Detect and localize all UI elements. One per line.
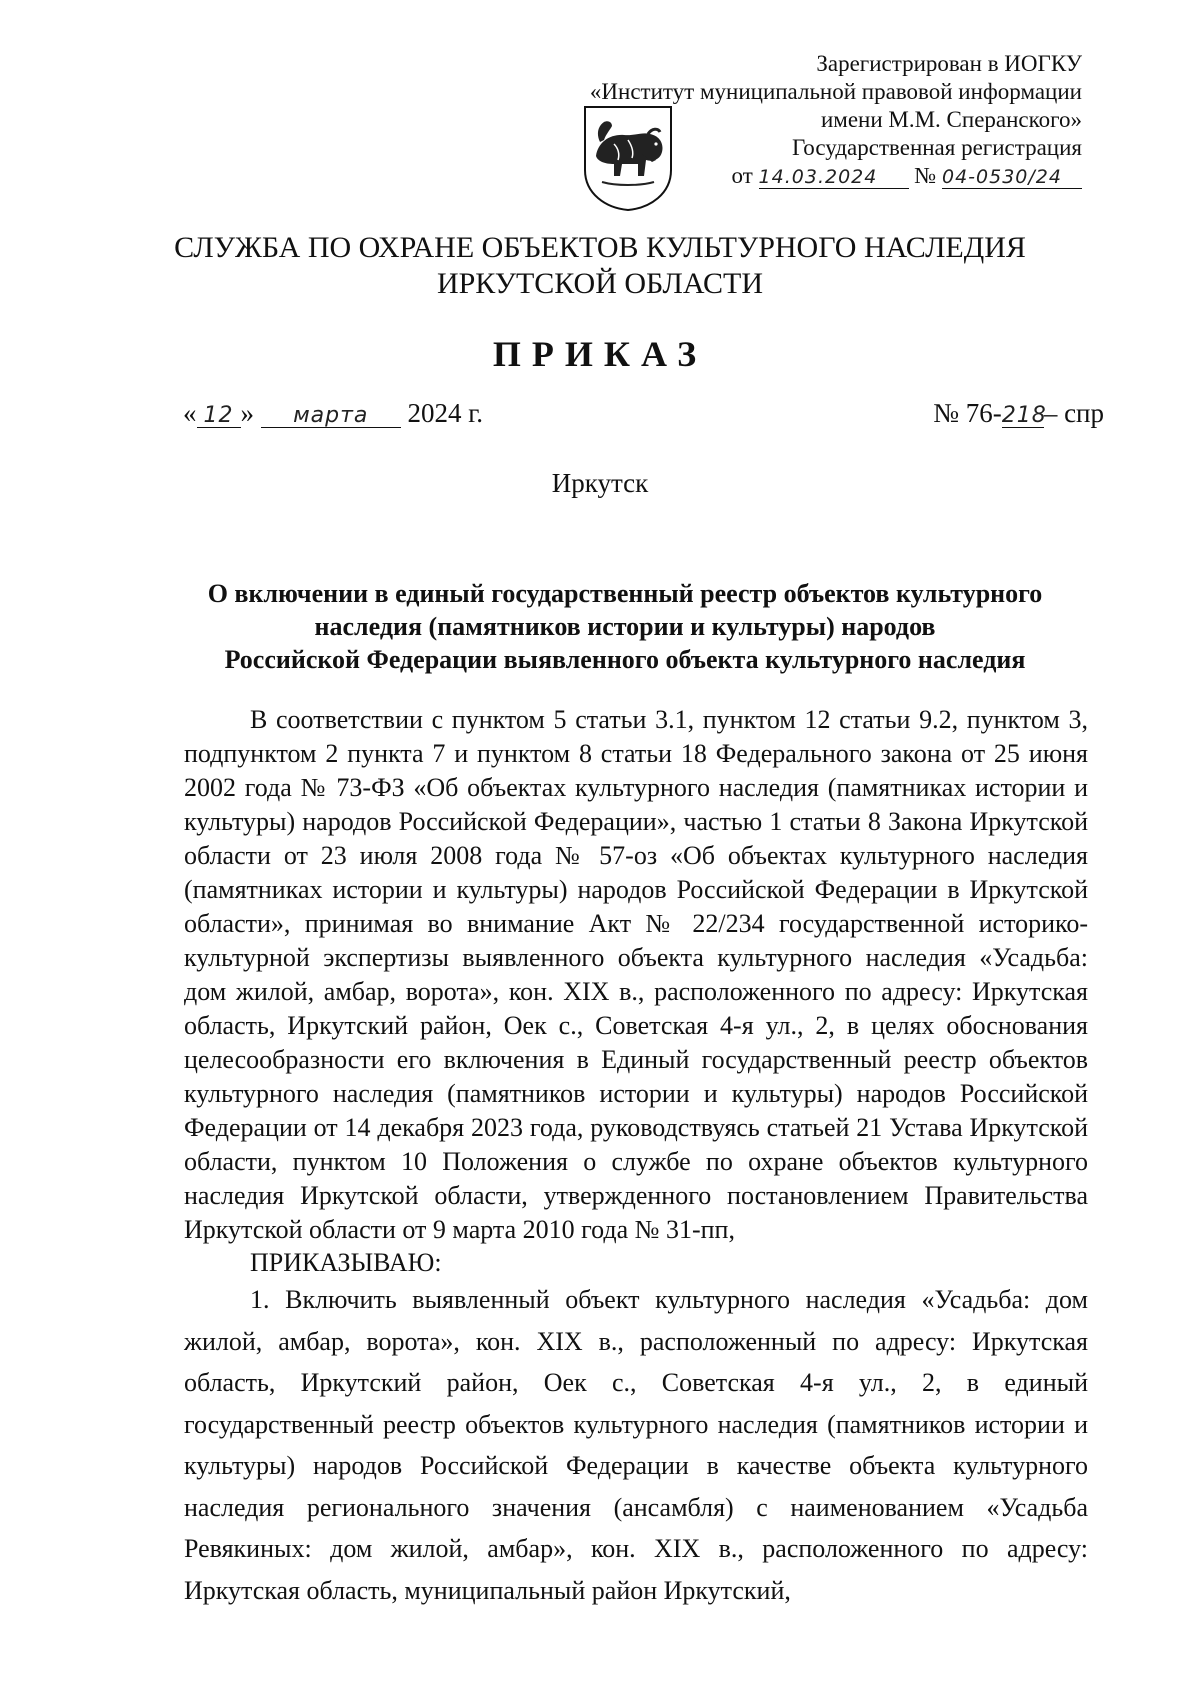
- registration-line-3: имени М.М. Сперанского»: [820, 107, 1082, 132]
- registration-date-field: [759, 165, 909, 189]
- order-number: № 76-218– спр: [933, 398, 1104, 428]
- registration-line-2: «Институт муниципальной правовой информации: [589, 79, 1082, 104]
- number-prefix: № 76-: [933, 398, 1002, 428]
- order-word: ПРИКАЗЫВАЮ:: [250, 1248, 442, 1277]
- registration-line-1: Зарегистрирован в ИОГКУ: [816, 51, 1082, 76]
- date-close-quote: »: [240, 398, 254, 428]
- date-day-field: [197, 402, 241, 428]
- preamble-paragraph: В соответствии с пунктом 5 статьи 3.1, пунктом 12 статьи 9.2, пунктом 3, подпунктом 2 пункта 7 и пунктом 8 статьи 18 Федерального закона от 25 июня 2002 года № 73-ФЗ «Об объектах культурного наследия (памятниках истории и культуры) народов Российской Федерации», частью 1 статьи 8 Закона Иркутской области от 23 июля 2008 года № 57-оз «Об объектах культурного наследия (памятниках истории и культуры) народов Российской Федерации в Иркутской области», принимая во внимание Акт № 22/234 государственной историко-культурной экспертизы выявленного объекта культурного наследия «Усадьба: дом жилой, амбар, ворота», кон. XIX в., расположенного по адресу: Иркутская область, Иркутский район, Оек с., Советская 4-я ул., 2, в целях обоснования целесообразности его включения в Единый государственный реестр объектов культурного наследия (памятников истории и культуры) народов Российской Федерации от 14 декабря 2023 года, руководствуясь статьей 21 Устава Иркутской области, пунктом 10 Положения о службе по охране объектов культурного наследия Иркутской области, утвержденного постановлением Правительства Иркутской области от 9 марта 2010 года № 31-пп,: [184, 705, 1088, 1244]
- registration-from-label: от: [731, 163, 753, 188]
- date-month-field: [261, 402, 401, 428]
- organization-name: [0, 230, 1200, 302]
- title-line-2: наследия (памятников истории и культуры) народов: [314, 612, 936, 641]
- date-month-handwritten: марта: [293, 403, 369, 428]
- date-year: 2024 г.: [407, 398, 484, 428]
- title-line-1: О включении в единый государственный реестр объектов культурного: [207, 579, 1043, 608]
- date-open-quote: «: [183, 398, 197, 428]
- organization-line-1: СЛУЖБА ПО ОХРАНЕ ОБЪЕКТОВ КУЛЬТУРНОГО НАСЛЕДИЯ: [174, 231, 1026, 264]
- order-title: [150, 577, 1100, 676]
- registration-number-handwritten: 04-0530/24: [942, 166, 1062, 188]
- registration-line-4: Государственная регистрация: [792, 135, 1082, 160]
- date-day-handwritten: 12: [203, 403, 234, 428]
- order-body: [184, 703, 1088, 1611]
- order-date: [183, 398, 483, 429]
- registration-number-label: №: [914, 163, 937, 188]
- number-handwritten: 218: [1001, 403, 1047, 428]
- irkutsk-coat-of-arms-icon: [582, 104, 674, 212]
- document-type-heading: ПРИКАЗ: [492, 334, 708, 374]
- number-suffix: спр: [1064, 398, 1104, 428]
- registration-number-field: [942, 165, 1082, 189]
- title-line-3: Российской Федерации выявленного объекта культурного наследия: [224, 645, 1026, 674]
- registration-date-handwritten: 14.03.2024: [758, 166, 878, 188]
- order-item-1: 1. Включить выявленный объект культурного наследия «Усадьба: дом жилой, амбар, ворота», кон. XIX в., расположенный по адресу: Иркутская область, Иркутский район, Оек с., Советская 4-я ул., 2, в единый государственный реестр объектов культурного наследия (памятников истории и культуры) народов Российской Федерации в качестве объекта культурного наследия регионального значения (ансамбля) с наименованием «Усадьба Ревякиных: дом жилой, амбар», кон. XIX в., расположенного по адресу: Иркутская область, муниципальный район Иркутский,: [184, 1285, 1088, 1605]
- organization-line-2: ИРКУТСКОЙ ОБЛАСТИ: [436, 267, 764, 300]
- number-field: [1001, 402, 1047, 428]
- city-name: Иркутск: [551, 468, 649, 498]
